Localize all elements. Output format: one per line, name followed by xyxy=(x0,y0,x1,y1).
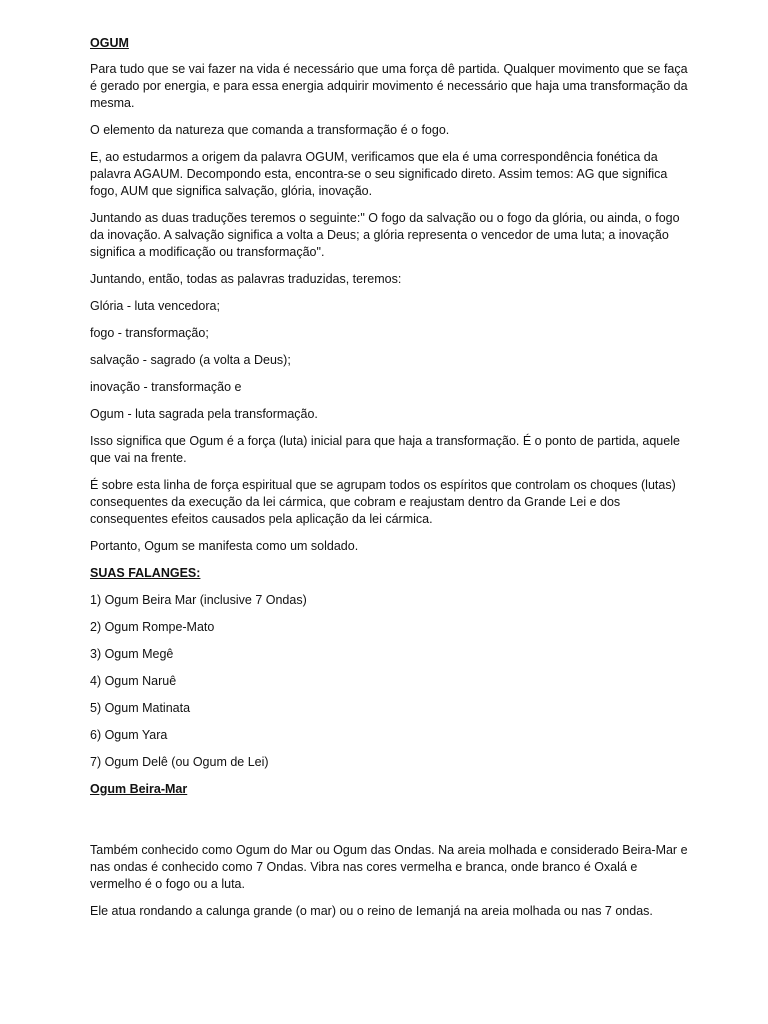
blank-space xyxy=(90,808,690,842)
falange-item: 7) Ogum Delê (ou Ogum de Lei) xyxy=(90,755,269,769)
translation-item: Ogum - luta sagrada pela transformação. xyxy=(90,407,318,421)
paragraph-middle-3: Portanto, Ogum se manifesta como um soldado. xyxy=(90,539,359,553)
paragraph-intro-3: E, ao estudarmos a origem da palavra OGUM, verificamos que ela é uma correspondência fonética da palavra AGAUM. Decompondo esta, encontra-se o seu significado direto. Assim temos: AG que significa fogo, AUM que significa salvação, glória, inovação. xyxy=(90,150,668,198)
paragraph-intro-4: Juntando as duas traduções teremos o seguinte:" O fogo da salvação ou o fogo da glória, ou ainda, o fogo da inovação. A salvação significa a volta a Deus; a glória representa o vencedor de uma luta; a inovação significa a modificação ou transformação". xyxy=(90,211,680,259)
paragraph-middle-2: É sobre esta linha de força espiritual que se agrupam todos os espíritos que controlam os choques (lutas) consequentes da execução da lei cármica, que cobram e reajustam dentro da Grande Lei e dos consequentes efeitos causados pela aplicação da lei cármica. xyxy=(90,478,676,526)
falange-item: 2) Ogum Rompe-Mato xyxy=(90,620,215,634)
falange-item: 3) Ogum Megê xyxy=(90,647,174,661)
translation-item: inovação - transformação e xyxy=(90,380,242,394)
falange-item: 4) Ogum Naruê xyxy=(90,674,177,688)
falanges-heading: SUAS FALANGES: xyxy=(90,566,201,580)
falanges-list xyxy=(90,592,690,771)
beira-mar-paragraph-2: Ele atua rondando a calunga grande (o mar) ou o reino de Iemanjá na areia molhada ou nas 7 ondas. xyxy=(90,904,653,918)
beira-mar-heading: Ogum Beira-Mar xyxy=(90,782,188,796)
falange-item: 1) Ogum Beira Mar (inclusive 7 Ondas) xyxy=(90,593,307,607)
falange-item: 5) Ogum Matinata xyxy=(90,701,191,715)
translation-item: Glória - luta vencedora; xyxy=(90,299,220,313)
translations-list xyxy=(90,298,690,423)
falange-item: 6) Ogum Yara xyxy=(90,728,168,742)
beira-mar-paragraph-1: Também conhecido como Ogum do Mar ou Ogum das Ondas. Na areia molhada e considerado Beira-Mar e nas ondas é conhecido como 7 Ondas. Vibra nas cores vermelha e branca, onde branco é Oxalá e vermelho é o fogo ou a luta. xyxy=(90,843,688,891)
paragraph-intro-5: Juntando, então, todas as palavras traduzidas, teremos: xyxy=(90,272,402,286)
translation-item: salvação - sagrado (a volta a Deus); xyxy=(90,353,291,367)
paragraph-intro-2: O elemento da natureza que comanda a transformação é o fogo. xyxy=(90,123,450,137)
document-page xyxy=(90,35,690,930)
paragraph-intro-1: Para tudo que se vai fazer na vida é necessário que uma força dê partida. Qualquer movimento que se faça é gerado por energia, e para essa energia adquirir movimento é necessário que haja uma transformação da mesma. xyxy=(90,62,688,110)
translation-item: fogo - transformação; xyxy=(90,326,209,340)
paragraph-middle-1: Isso significa que Ogum é a força (luta) inicial para que haja a transformação. É o ponto de partida, aquele que vai na frente. xyxy=(90,434,680,465)
document-title: OGUM xyxy=(90,36,129,50)
